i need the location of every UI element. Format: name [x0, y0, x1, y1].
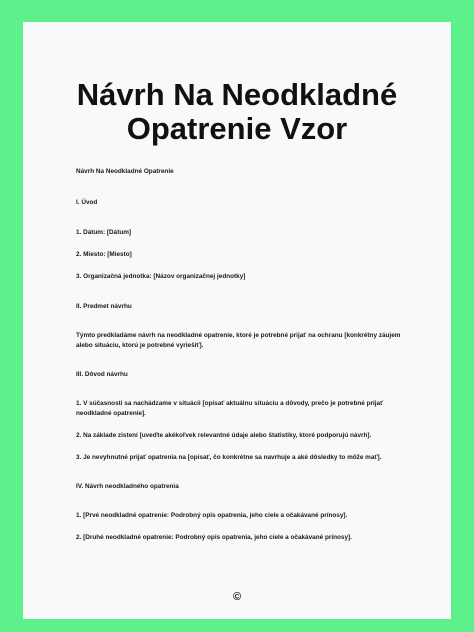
list-item: 1. V súčasnosti sa nachádzame v situácii [opísať aktuálnu situáciu a dôvody, prečo je potrebné prijať	[76, 400, 384, 407]
list-item: 3. Organizačná jednotka: [Názov organizačnej jednotky]	[76, 273, 246, 280]
document-page	[23, 22, 451, 619]
copyright-icon: ©	[232, 591, 242, 603]
list-item: 2. Na základe zistení [uveďte akékoľvek relevantné údaje alebo štatistiky, ktoré podporujú návrh].	[76, 432, 372, 439]
section-heading: III. Dôvod návrhu	[76, 371, 128, 378]
title-line-2: Opatrenie Vzor	[126, 111, 348, 146]
title-line-1: Návrh Na Neodkladné	[76, 77, 398, 112]
list-item: neodkladné opatrenie].	[76, 410, 146, 417]
section-heading: II. Predmet návrhu	[76, 303, 132, 310]
list-item: 1. Dátum: [Dátum]	[76, 229, 132, 236]
document-title	[23, 78, 451, 146]
paragraph-line: alebo situáciu, ktorú je potrebné vyriešiť].	[76, 342, 204, 349]
list-item: 2. Miesto: [Miesto]	[76, 251, 132, 258]
document-body	[76, 167, 421, 543]
paragraph-line: Týmto predkladáme návrh na neodkladné opatrenie, ktoré je potrebné prijať na ochranu [konkrétny záujem	[76, 332, 401, 339]
section-heading: IV. Návrh neodkladného opatrenia	[76, 483, 179, 490]
section-heading: I. Úvod	[76, 199, 98, 206]
list-item: 3. Je nevyhnutné prijať opatrenia na [opísať, čo konkrétne sa navrhuje a aké dôsledky to môže mať].	[76, 454, 382, 461]
list-item: 2. [Druhé neodkladné opatrenie: Podrobný opis opatrenia, jeho ciele a očakávané prínosy].	[76, 534, 352, 541]
list-item: 1. [Prvé neodkladné opatrenie: Podrobný opis opatrenia, jeho ciele a očakávané prínosy].	[76, 512, 348, 519]
doc-heading: Návrh Na Neodkladné Opatrenie	[76, 168, 174, 175]
